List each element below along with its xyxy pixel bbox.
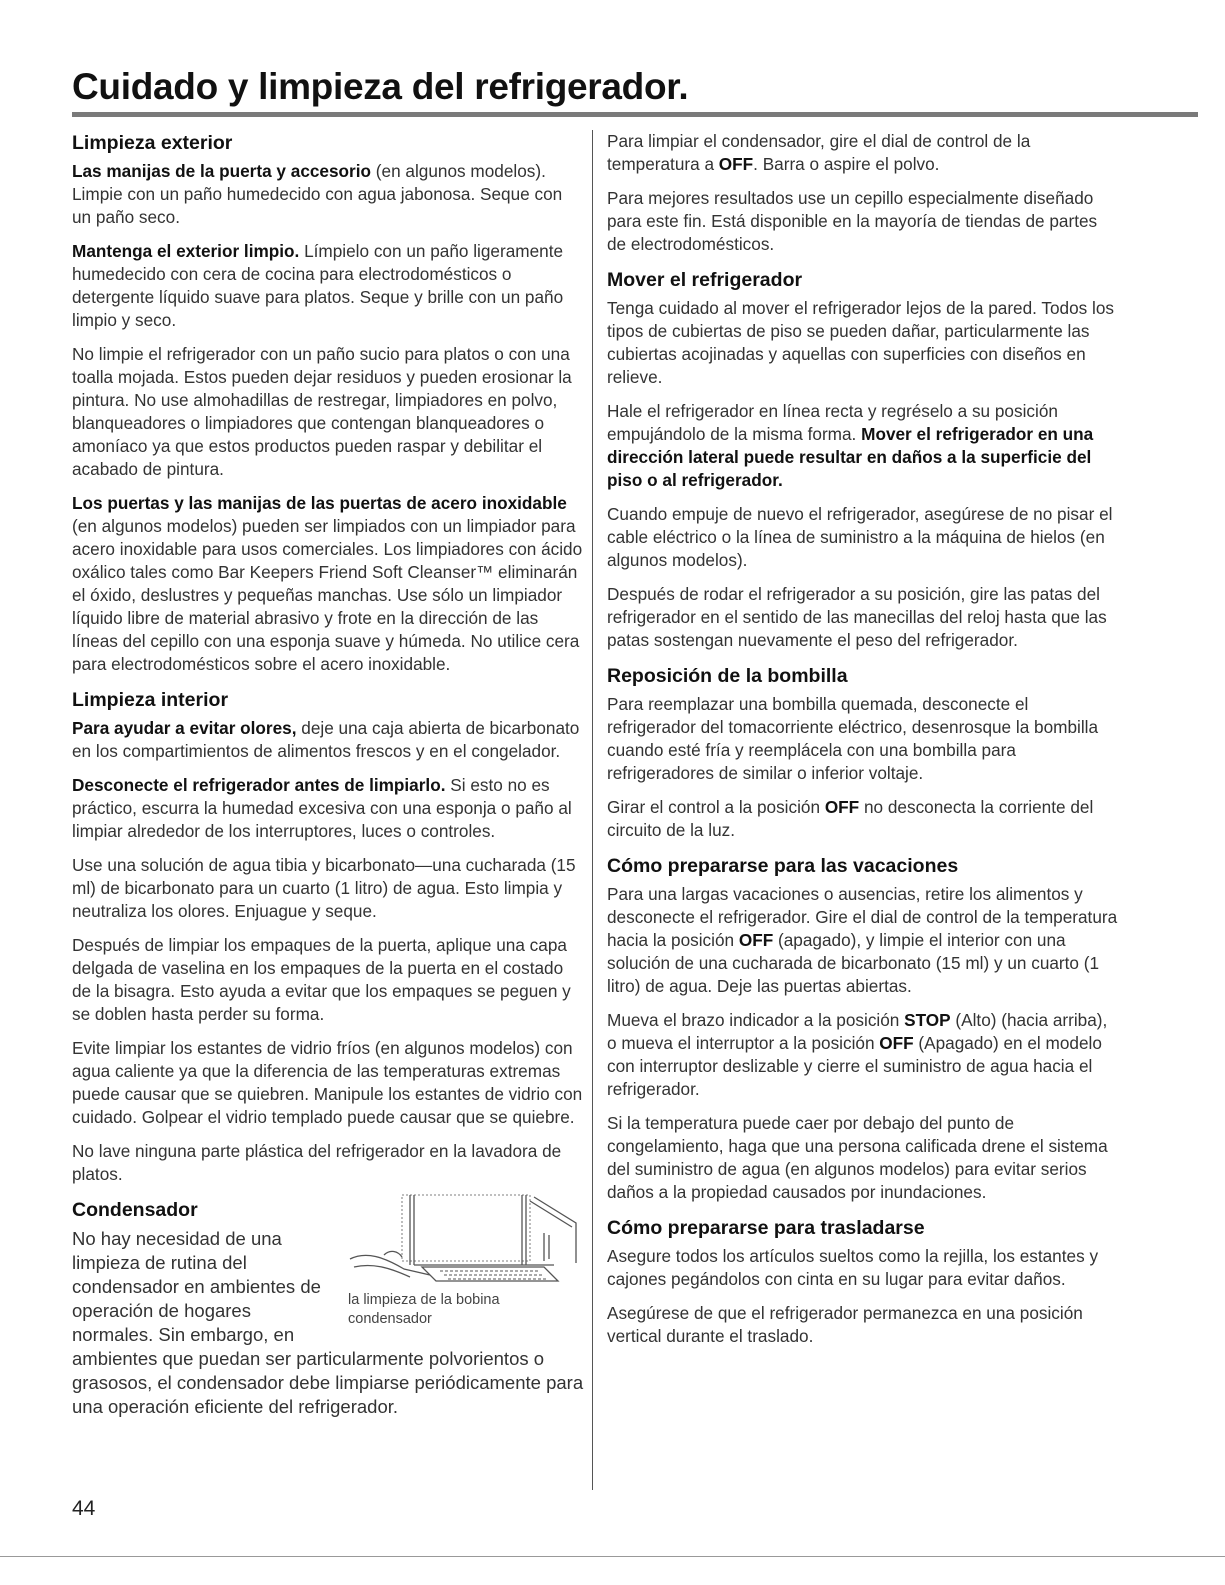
title-rule (72, 112, 1198, 117)
bold-lead: Mantenga el exterior limpio. (72, 241, 300, 261)
bold-inline: STOP (904, 1010, 951, 1030)
heading-trasladarse: Cómo prepararse para trasladarse (607, 1217, 925, 1239)
section-trasladarse (607, 1215, 1119, 1348)
paragraph: Cuando empuje de nuevo el refrigerador, asegúrese de no pisar el cable eléctrico o la línea de suministro a la máquina de hielos (en algunos modelos). (607, 504, 1113, 570)
paragraph: Después de limpiar los empaques de la puerta, aplique una capa delgada de vaselina en los empaques de la puerta en el costado de la bisagra. Esto ayuda a evitar que los empaques se peguen y se doblen hasta perder su forma. (72, 935, 571, 1024)
paragraph-text: (en algunos modelos). Limpie con un paño humedecido con agua jabonosa. Seque con un paño seco. (72, 161, 563, 227)
heading-limpieza-exterior: Limpieza exterior (72, 132, 233, 154)
bold-inline: OFF (718, 154, 754, 174)
section-vacaciones (607, 853, 1119, 1204)
section-condensador-cont (607, 130, 1119, 256)
paragraph-text: deje una caja abierta de bicarbonato en los compartimientos de alimentos frescos y en el congelador. (72, 718, 580, 761)
paragraph-text: (en algunos modelos) pueden ser limpiados con un limpiador para acero inoxidable para usos comerciales. Los limpiadores con ácido oxálico tales como Bar Keepers Friend Soft Cleanser™ eliminarán el óxido, deslustres y pequeñas manchas. Use sólo un limpiador líquido libre de material abrasivo y frote en la dirección de las líneas del cepillo con una esponja suave y húmeda. No utilice cera para electrodomésticos sobre el acero inoxidable. (72, 516, 583, 674)
paragraph (72, 492, 584, 676)
paragraph-text: no desconecta la corriente del circuito de la luz. (607, 797, 1094, 840)
section-condensador (72, 1197, 584, 1419)
bold-lead: Para ayudar a evitar olores, (72, 718, 297, 738)
paragraph-text: Si esto no es práctico, escurra la humedad excesiva con una esponja o paño al limpiar alrededor de los interruptores, luces o controles. (72, 775, 572, 841)
paragraph: No lave ninguna parte plástica del refrigerador en la lavadora de platos. (72, 1141, 562, 1184)
paragraph-text: (apagado), y limpie el interior con una solución de una cucharada de bicarbonato (15 ml) y un cuarto (1 litro) de agua. Deje las puertas abiertas. (607, 930, 1100, 996)
paragraph-text: (Apagado) en el modelo con interruptor deslizable y cierre el suministro de agua hacia el refrigerador. (607, 1033, 1102, 1099)
bold-inline: Mover el refrigerador en una dirección lateral puede resultar en daños a la superficie del piso o al refrigerador. (607, 424, 1094, 490)
paragraph-text: Para una largas vacaciones o ausencias, retire los alimentos y desconecte el refrigerador. Gire el dial de control de la temperatura hacia la posición (607, 884, 1118, 950)
bold-inline: OFF (824, 797, 860, 817)
paragraph: Evite limpiar los estantes de vidrio fríos (en algunos modelos) con agua caliente ya que la diferencia de las temperaturas extremas puede causar que se quiebren. Manipule los estantes de vidrio con cuidado. Golpear el vidrio templado puede causar que se quiebre. (72, 1038, 583, 1127)
paragraph: Si la temperatura puede caer por debajo del punto de congelamiento, haga que una persona calificada drene el sistema del suministro de agua (en algunos modelos) para evitar serios daños a la propiedad causados por inundaciones. (607, 1113, 1108, 1202)
bold-lead: Los puertas y las manijas de las puertas de acero inoxidable (72, 493, 567, 513)
section-limpieza-exterior (72, 130, 584, 676)
bold-lead: Las manijas de la puerta y accesorio (72, 161, 372, 181)
paragraph: No limpie el refrigerador con un paño sucio para platos o con una toalla mojada. Estos pueden dejar residuos y pueden erosionar la pintura. No use almohadillas de restregar, limpiadores en polvo, blanqueadores o limpiadores que contengan blanqueadores o amoníaco ya que estos productos pueden raspar y debilitar el acabado de pintura. (72, 344, 572, 479)
paragraph: Tenga cuidado al mover el refrigerador lejos de la pared. Todos los tipos de cubiertas de piso se pueden dañar, particularmente las cubiertas acojinadas y aquellas con superficies con diseños en relieve. (607, 298, 1115, 387)
bold-inline: OFF (738, 930, 774, 950)
heading-mover: Mover el refrigerador (607, 269, 803, 291)
bold-lead: Desconecte el refrigerador antes de limpiarlo. (72, 775, 446, 795)
paragraph-text: Mueva el brazo indicador a la posición (607, 1010, 905, 1030)
condenser-drawing (344, 1193, 580, 1289)
paragraph (607, 130, 1119, 176)
paragraph: Use una solución de agua tibia y bicarbonato—una cucharada (15 ml) de bicarbonato para un cuarto (1 litro) de agua. Esto limpia y neutraliza los olores. Enjuague y seque. (72, 855, 576, 921)
paragraph-text: . Barra o aspire el polvo. (753, 154, 940, 174)
section-limpieza-interior (72, 687, 584, 1186)
paragraph: Después de rodar el refrigerador a su posición, gire las patas del refrigerador en el sentido de las manecillas del reloj hasta que las patas sostengan nuevamente el peso del refrigerador. (607, 584, 1107, 650)
bottom-rule (0, 1556, 1225, 1557)
figure-caption: la limpieza de la bobina condensador (348, 1292, 500, 1327)
column-divider (592, 130, 593, 1490)
paragraph (607, 400, 1119, 492)
paragraph-text: (Alto) (hacia arriba), o mueva el interruptor a la posición (607, 1010, 1108, 1053)
paragraph (607, 1009, 1119, 1101)
paragraph: Asegure todos los artículos sueltos como la rejilla, los estantes y cajones pegándolos con cinta en su lugar para evitar daños. (607, 1246, 1099, 1289)
heading-condensador: Condensador (72, 1199, 198, 1221)
paragraph (72, 717, 584, 763)
paragraph: No hay necesidad de una limpieza de rutina del condensador en ambientes de operación de hogares normales. Sin embargo, en ambientes que puedan ser particularmente polvorientos o grasosos, el condensador debe limpiarse periódicamente para una operación eficiente del refrigerador. (72, 1228, 584, 1417)
paragraph: Para reemplazar una bombilla quemada, desconecte el refrigerador del tomacorriente eléctrico, desenrosque la bombilla cuando esté fría y reemplácela con una bombilla para refrigeradores de similar o inferior voltaje. (607, 694, 1099, 783)
paragraph (607, 796, 1119, 842)
section-bombilla (607, 663, 1119, 842)
heading-limpieza-interior: Limpieza interior (72, 689, 229, 711)
heading-vacaciones: Cómo prepararse para las vacaciones (607, 855, 959, 877)
paragraph-text: Límpielo con un paño ligeramente humedecido con cera de cocina para electrodomésticos o detergente líquido suave para platos. Seque y brille con un paño limpio y seco. (72, 241, 564, 330)
paragraph-text: Girar el control a la posición (607, 797, 825, 817)
left-column (72, 130, 584, 1430)
paragraph: Asegúrese de que el refrigerador permanezca en una posición vertical durante el traslado. (607, 1303, 1083, 1346)
bold-inline: OFF (879, 1033, 914, 1053)
right-column (607, 130, 1119, 1359)
paragraph (72, 240, 584, 332)
paragraph-text: Hale el refrigerador en línea recta y regréselo a su posición empujándolo de la misma forma. (607, 401, 1058, 444)
paragraph-text: Para limpiar el condensador, gire el dial de control de la temperatura a (607, 131, 1031, 174)
heading-bombilla: Reposición de la bombilla (607, 665, 848, 687)
section-mover (607, 267, 1119, 652)
paragraph (72, 774, 584, 843)
paragraph (607, 883, 1119, 998)
paragraph (72, 160, 584, 229)
page-title: Cuidado y limpieza del refrigerador. (72, 66, 689, 107)
condenser-cleaning-illustration (344, 1193, 580, 1343)
page-number: 44 (72, 1497, 96, 1520)
paragraph: Para mejores resultados use un cepillo especialmente diseñado para este fin. Está disponible en la mayoría de tiendas de partes de electrodomésticos. (607, 188, 1098, 254)
